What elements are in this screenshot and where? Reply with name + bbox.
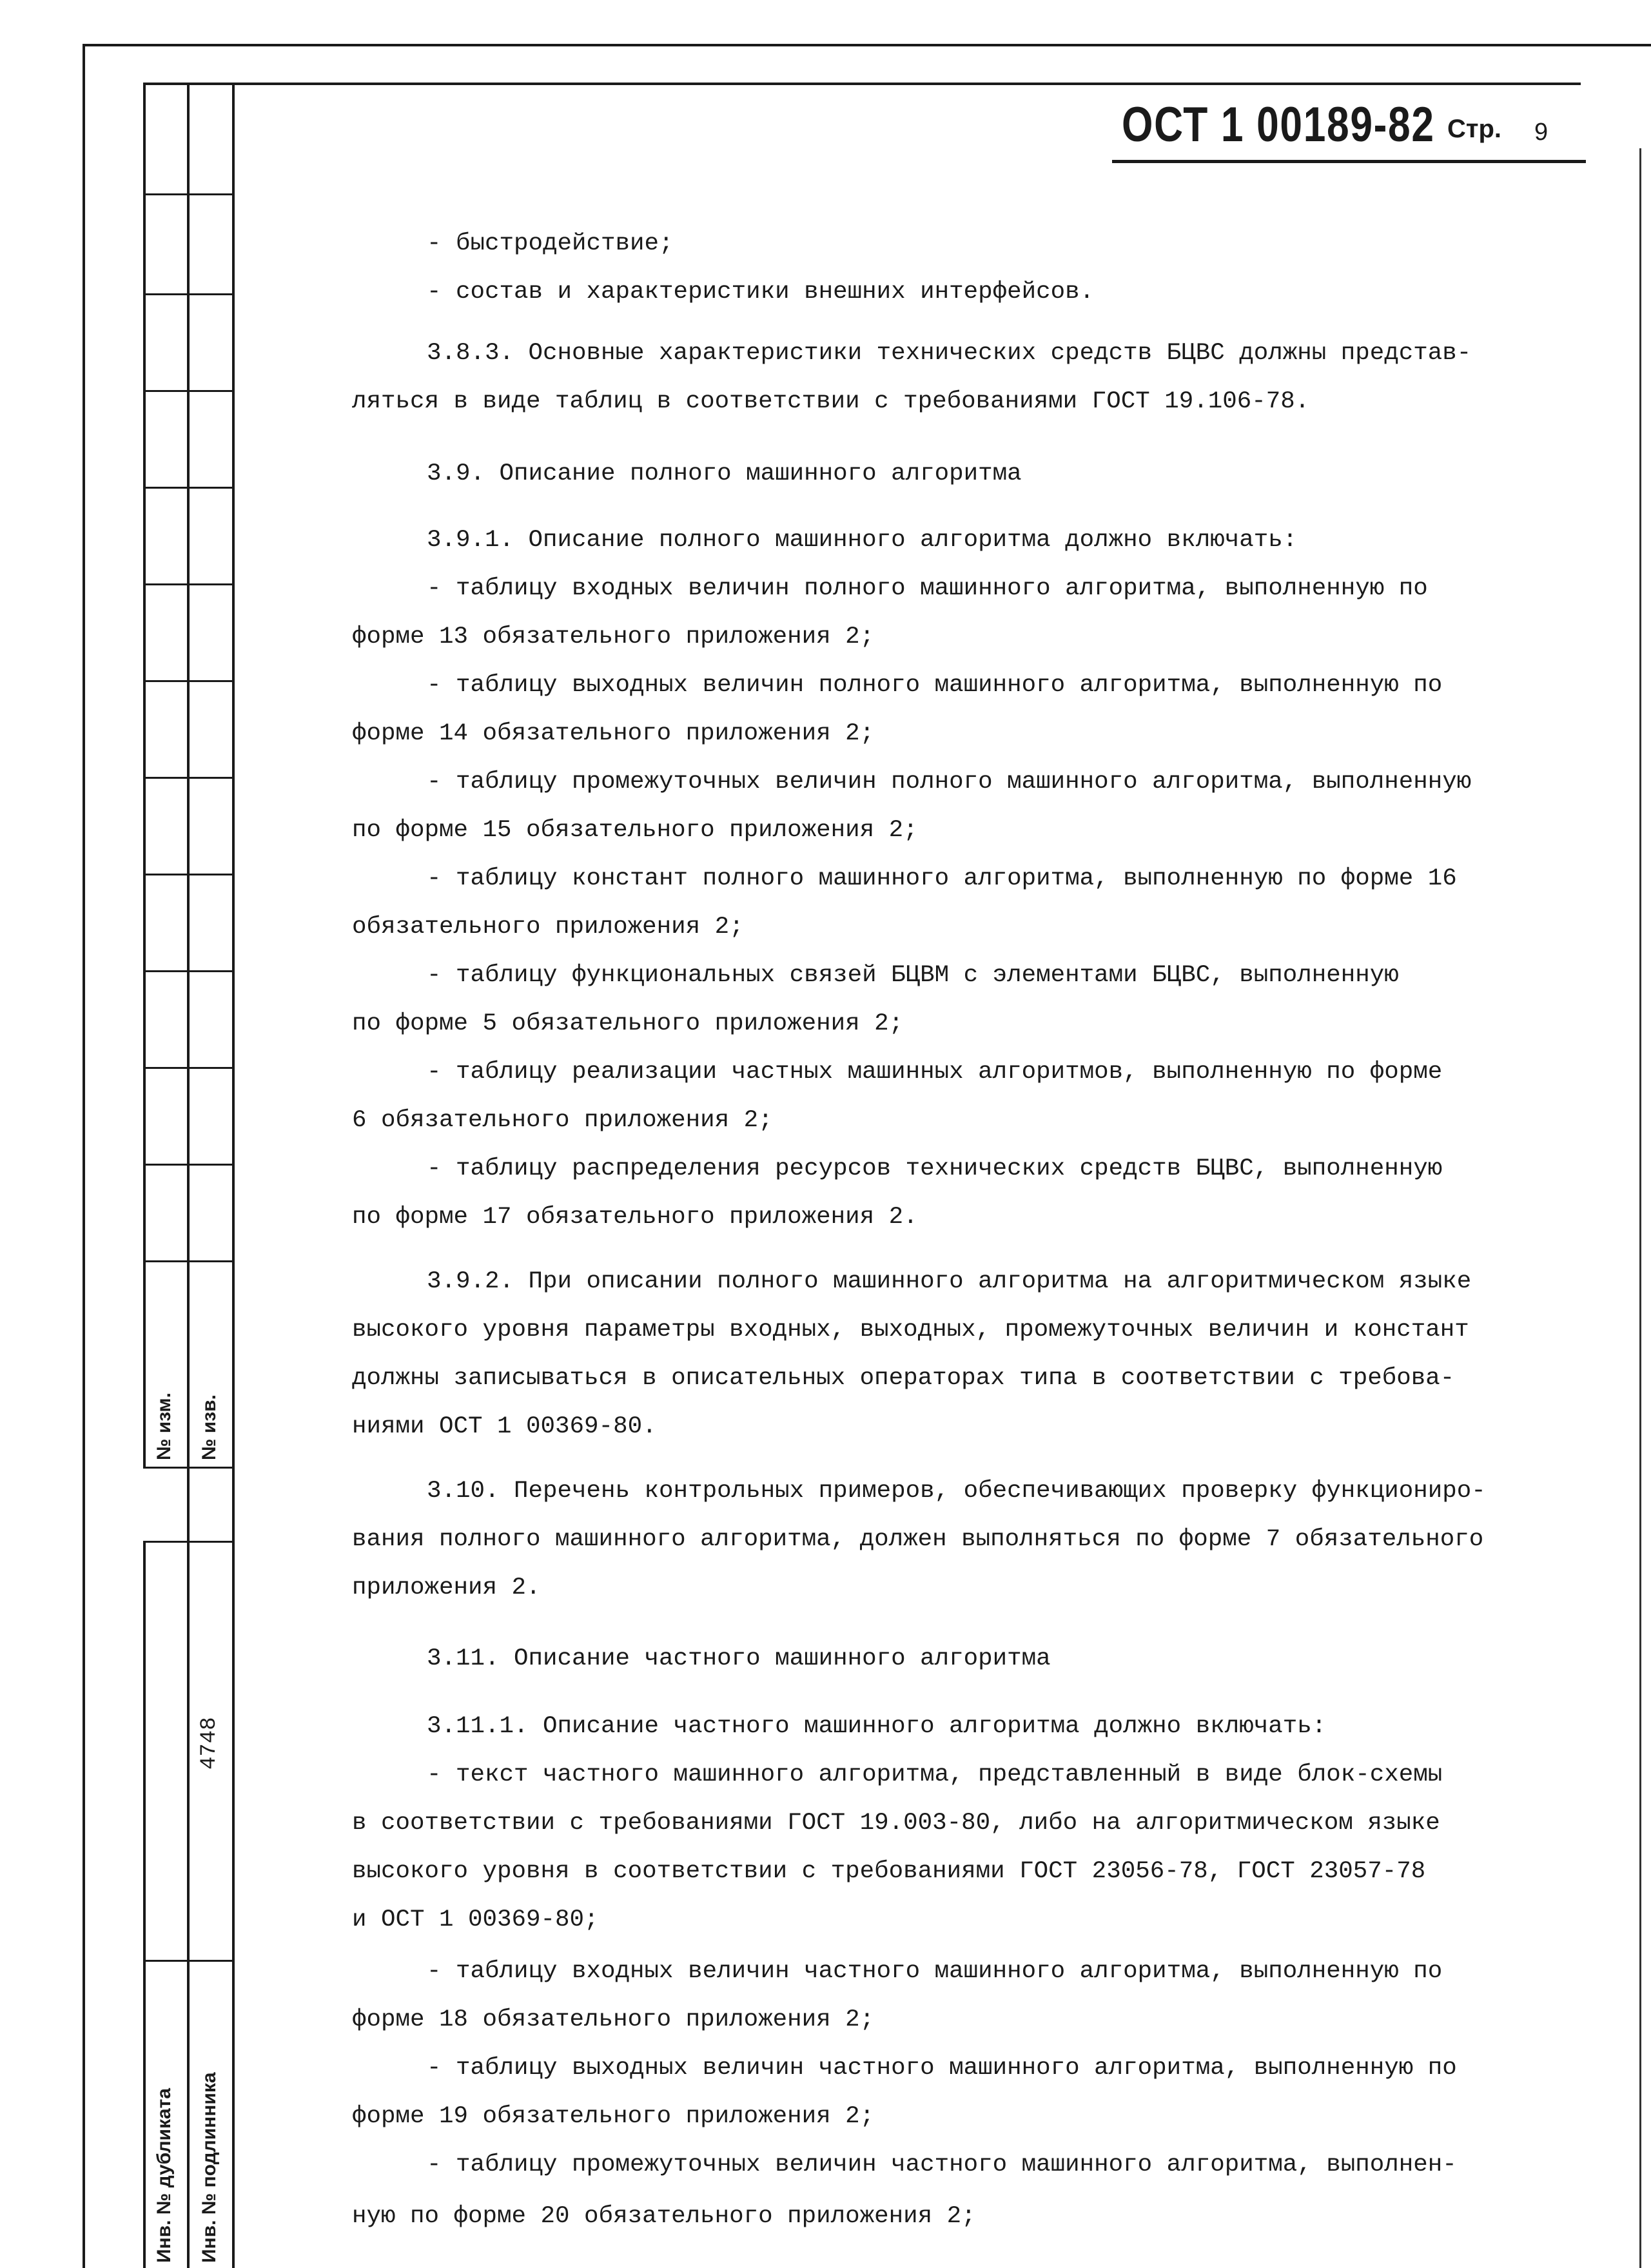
section-heading: 3.11. Описание частного машинного алгоритма bbox=[427, 1645, 1051, 1672]
text-line: - быстродействие; bbox=[427, 230, 674, 257]
stamp-change-no-label: № изм. bbox=[153, 1393, 175, 1460]
text-line: форме 19 обязательного приложения 2; bbox=[352, 2103, 875, 2130]
text-line: 3.10. Перечень контрольных примеров, обеспечивающих проверку функциониро- bbox=[427, 1478, 1486, 1505]
text-line: вания полного машинного алгоритма, должен выполняться по форме 7 обязательного bbox=[352, 1526, 1484, 1553]
text-line: ляться в виде таблиц в соответствии с требованиями ГОСТ 19.106-78. bbox=[352, 388, 1310, 415]
text-line: по форме 5 обязательного приложения 2; bbox=[352, 1010, 904, 1037]
page-number: 9 bbox=[1534, 119, 1548, 146]
text-line: - таблицу констант полного машинного алгоритма, выполненную по форме 16 bbox=[427, 865, 1457, 892]
document-code: ОСТ 1 00189-82 bbox=[1122, 97, 1435, 152]
text-line: и ОСТ 1 00369-80; bbox=[352, 1906, 599, 1933]
text-line: - таблицу функциональных связей БЦВМ с элементами БЦВС, выполненную bbox=[427, 962, 1399, 989]
page-header bbox=[1122, 97, 1573, 161]
text-line: - таблицу реализации частных машинных алгоритмов, выполненную по форме bbox=[427, 1059, 1443, 1086]
text-line: 3.9.1. Описание полного машинного алгоритма должно включать: bbox=[427, 527, 1298, 554]
stamp-row-line bbox=[143, 874, 233, 875]
text-line: форме 13 обязательного приложения 2; bbox=[352, 623, 875, 650]
outer-frame-right bbox=[1639, 148, 1641, 2268]
text-line: 3.11.1. Описание частного машинного алгоритма должно включать: bbox=[427, 1713, 1327, 1740]
text-line: высокого уровня в соответствии с требованиями ГОСТ 23056-78, ГОСТ 23057-78 bbox=[352, 1858, 1426, 1885]
stamp-row-line bbox=[143, 970, 233, 972]
text-line: - таблицу промежуточных величин частного машинного алгоритма, выполнен- bbox=[427, 2151, 1457, 2178]
stamp-row-line bbox=[143, 293, 233, 295]
text-line: ную по форме 20 обязательного приложения 2; bbox=[352, 2203, 976, 2230]
text-line: - таблицу промежуточных величин полного машинного алгоритма, выполненную bbox=[427, 768, 1472, 796]
page-border-left bbox=[232, 83, 235, 2268]
stamp-row-line bbox=[143, 1260, 233, 1262]
text-line: приложения 2. bbox=[352, 1574, 541, 1601]
stamp-row-line bbox=[143, 777, 233, 779]
text-line: обязательного приложения 2; bbox=[352, 914, 744, 941]
stamp-row-line bbox=[143, 583, 233, 585]
stamp-row-line bbox=[143, 1164, 233, 1166]
text-line: должны записываться в описательных операторах типа в соответствии с требова- bbox=[352, 1365, 1455, 1392]
section-heading: 3.9. Описание полного машинного алгоритма bbox=[427, 460, 1022, 487]
stamp-original-inv-label: Инв. № подлинника bbox=[199, 2072, 220, 2263]
outer-frame-top bbox=[83, 44, 1651, 46]
page-label: Стр. bbox=[1447, 115, 1502, 143]
stamp-row-line bbox=[143, 1467, 233, 1469]
page-border-top bbox=[143, 83, 1581, 85]
stamp-duplicate-inv-label: Инв. № дубликата bbox=[153, 2087, 175, 2263]
text-line: 3.8.3. Основные характеристики технических средств БЦВС должны представ- bbox=[427, 340, 1472, 367]
stamp-row-line bbox=[143, 390, 233, 392]
text-line: в соответствии с требованиями ГОСТ 19.003-80, либо на алгоритмическом языке bbox=[352, 1810, 1440, 1837]
text-line: форме 18 обязательного приложения 2; bbox=[352, 2006, 875, 2033]
stamp-column-line bbox=[187, 83, 190, 2268]
stamp-row-line bbox=[143, 487, 233, 489]
stamp-row-line bbox=[143, 1541, 233, 1543]
text-line: 3.9.2. При описании полного машинного алгоритма на алгоритмическом языке bbox=[427, 1268, 1472, 1295]
text-line: по форме 17 обязательного приложения 2. bbox=[352, 1204, 918, 1231]
text-line: по форме 15 обязательного приложения 2; bbox=[352, 817, 918, 844]
header-underline bbox=[1112, 160, 1586, 163]
stamp-row-line bbox=[143, 680, 233, 682]
text-line: 6 обязательного приложения 2; bbox=[352, 1107, 773, 1134]
text-line: - таблицу входных величин частного машинного алгоритма, выполненную по bbox=[427, 1958, 1443, 1985]
stamp-original-inv-value: 4748 bbox=[197, 1717, 222, 1770]
text-line: - таблицу выходных величин частного машинного алгоритма, выполненную по bbox=[427, 2055, 1457, 2082]
text-line: - состав и характеристики внешних интерфейсов. bbox=[427, 279, 1095, 306]
outer-frame-left bbox=[83, 44, 85, 2268]
text-line: - текст частного машинного алгоритма, представленный в виде блок-схемы bbox=[427, 1761, 1443, 1788]
stamp-row-line bbox=[143, 193, 233, 195]
text-line: - таблицу выходных величин полного машинного алгоритма, выполненную по bbox=[427, 672, 1443, 699]
text-line: форме 14 обязательного приложения 2; bbox=[352, 720, 875, 747]
text-line: - таблицу входных величин полного машинного алгоритма, выполненную по bbox=[427, 575, 1428, 602]
stamp-row-line bbox=[143, 1960, 233, 1962]
stamp-column-line bbox=[143, 1541, 146, 2268]
stamp-row-line bbox=[143, 1067, 233, 1069]
stamp-notice-no-label: № изв. bbox=[199, 1394, 220, 1460]
text-line: ниями ОСТ 1 00369-80. bbox=[352, 1413, 657, 1440]
text-line: - таблицу распределения ресурсов технических средств БЦВС, выполненную bbox=[427, 1155, 1443, 1182]
text-line: высокого уровня параметры входных, выходных, промежуточных величин и констант bbox=[352, 1316, 1469, 1344]
